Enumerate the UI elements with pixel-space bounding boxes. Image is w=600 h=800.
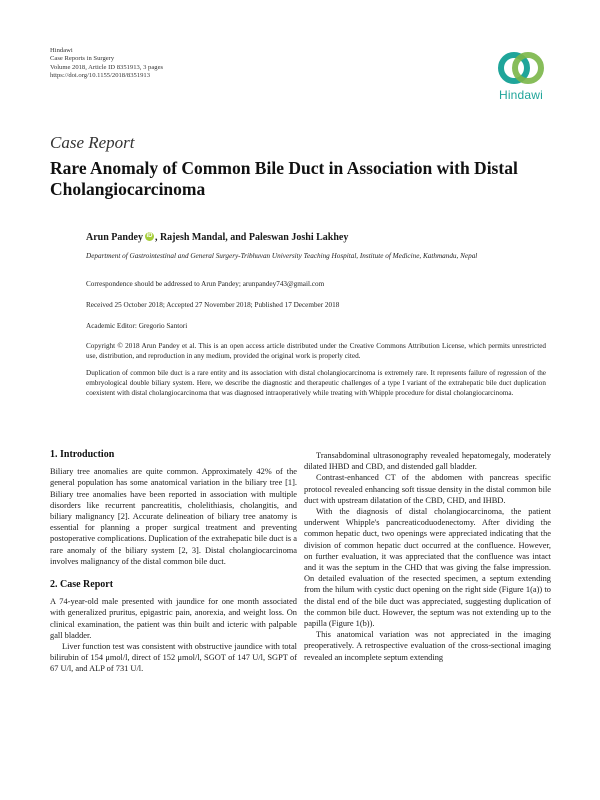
journal-name: Case Reports in Surgery	[50, 55, 115, 63]
right-column	[304, 450, 551, 663]
author-list	[86, 232, 348, 243]
paragraph: This anatomical variation was not appreciated in the imaging preoperatively. A retrospective evaluation of the cross-sectional imaging revealed an incomplete septum extending	[304, 630, 551, 662]
section-heading-case-report: 2. Case Report	[50, 579, 114, 591]
volume-info: Volume 2018, Article ID 8351913, 3 pages	[50, 63, 164, 71]
affiliation: Department of Gastrointestinal and General Surgery-Tribhuvan University Teaching Hospital, Institute of Medicine, Kathmandu, Nepal	[86, 252, 478, 260]
orcid-icon[interactable]: iD	[146, 233, 153, 240]
article-type: Case Report	[50, 133, 135, 152]
academic-editor: Academic Editor: Gregorio Santori	[86, 322, 188, 330]
author-name: , Rajesh Mandal, and Paleswan Joshi Lakhey	[154, 232, 349, 243]
article-title: Rare Anomaly of Common Bile Duct in Association with Distal Cholangiocarcinoma	[50, 158, 518, 199]
paragraph: With the diagnosis of distal cholangiocarcinoma, the patient underwent Whipple's pancreaticoduodenectomy. After dividing the common hepatic duct, two openings were appreciated indicating that the division of common hepatic duct occurred at the confluence. However, on further evaluation, it was appreciated that the confluence was intact and it was the septum in the CHD that was giving the false impression. On detailed evaluation of the resected specimen, a septum extending from the hilum with cystic duct opening on the right side (Figure 1(a)) to the distal end of the bile duct was appreciated, suggesting duplication of the common bile duct. However, the septum was not extending up to the papilla (Figure 1(b)).	[304, 507, 551, 629]
paragraph: Transabdominal ultrasonography revealed hepatomegaly, moderately dilated IHBD and CBD, and distended gall bladder.	[304, 451, 551, 472]
section-heading-introduction: 1. Introduction	[50, 449, 115, 460]
hindawi-logo-text: Hindawi	[498, 88, 544, 102]
paragraph: A 74-year-old male presented with jaundice for one month associated with generalized pruritus, epigastric pain, anorexia, and weight loss. On clinical examination, the patient was thin built and icteric with palpable gall bladder.	[50, 597, 297, 640]
author-name: Arun Pandey	[86, 232, 143, 243]
paragraph: Liver function test was consistent with obstructive jaundice with total bilirubin of 154 μmol/l, direct of 152 μmol/l, SGOT of 147 U/l, SGPT of 67 U/l, and ALP of 731 U/l.	[50, 642, 297, 674]
journal-metadata	[50, 47, 163, 81]
abstract: Duplication of common bile duct is a rare entity and its association with distal cholangiocarcinoma is extremely rare. It represents failure of regression of the embryological double biliary system. Here, we describe the diagnostic and therapeutic challenges of a type I variant of the extrahepatic bile duct duplication coexistent with distal cholangiocarcinoma that was diagnosed intraoperatively while treating with Whipple procedure for distal cholangiocarcinoma.	[86, 369, 546, 398]
copyright-notice: Copyright © 2018 Arun Pandey et al. This is an open access article distributed under the Creative Commons Attribution License, which permits unrestricted use, distribution, and reproduction in any medium, provided the original work is properly cited.	[86, 342, 546, 361]
correspondence: Correspondence should be addressed to Arun Pandey; arunpandey743@gmail.com	[86, 280, 325, 288]
paragraph: Biliary tree anomalies are quite common. Approximately 42% of the general population has some anatomical variation in the biliary tree [1]. Biliary tree anomalies have been reported in association with multiple disorders like recurrent pancreatitis, cholelithiasis, cholangitis, and biliary malignancy [2]. Accurate delineation of biliary tree anatomy is essential for planning a proper surgical treatment and preventing postoperative complications. Duplication of the extrahepatic bile duct is a rare anomaly of the biliary system [2, 3]. Distal cholangiocarcinoma involves malignancy of the distal common bile duct.	[50, 467, 297, 566]
publication-dates: Received 25 October 2018; Accepted 27 November 2018; Published 17 December 2018	[86, 301, 340, 309]
paragraph: Contrast-enhanced CT of the abdomen with pancreas specific protocol revealed enhancing soft tissue density in the distal common bile duct with upstream dilatation of the CBD, CHD, and IHBD.	[304, 473, 551, 505]
left-column	[50, 449, 297, 675]
doi-link[interactable]: https://doi.org/10.1155/2018/8351913	[50, 72, 151, 80]
publisher-name: Hindawi	[50, 47, 73, 54]
